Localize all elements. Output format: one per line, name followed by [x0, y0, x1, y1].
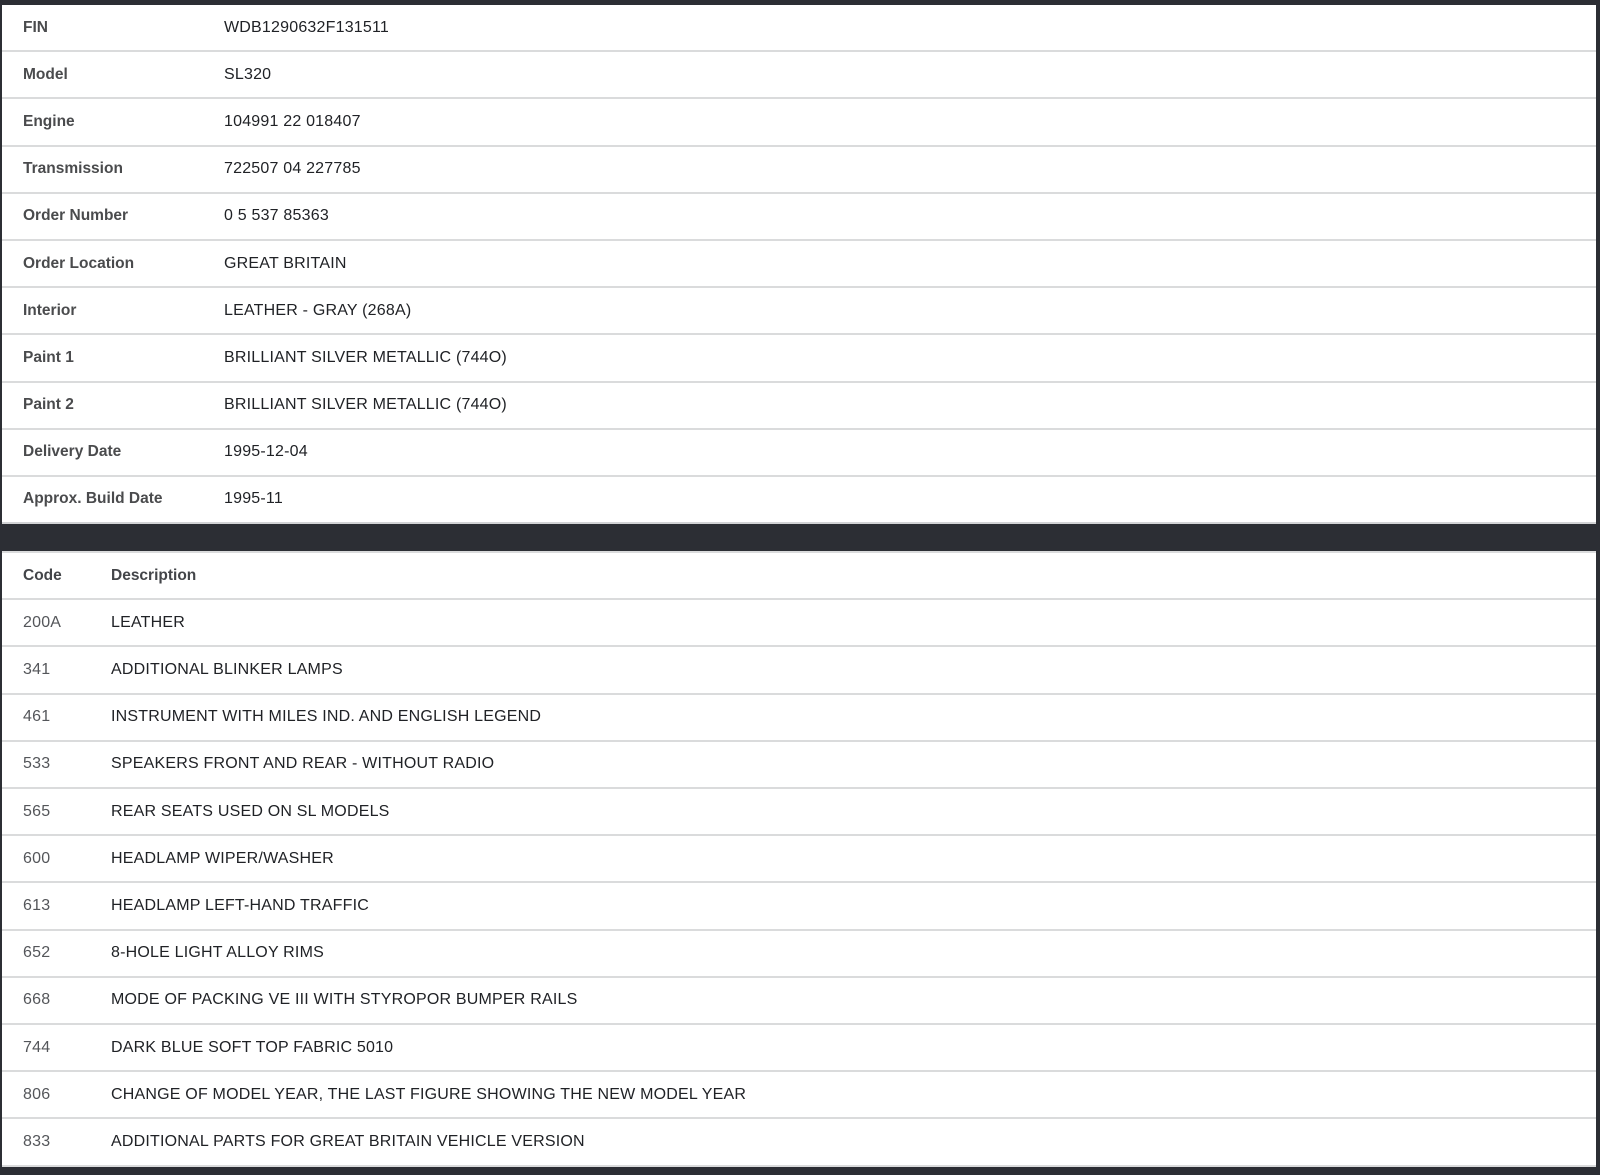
options-table: [2, 553, 1596, 1166]
vehicle-info-table: [2, 5, 1596, 524]
row-value: 1995-12-04: [224, 443, 308, 461]
table-row: [2, 477, 1596, 524]
table-row: [2, 978, 1596, 1025]
description-column-header: Description: [111, 566, 197, 584]
row-label: Paint 2: [23, 396, 74, 414]
row-label: Transmission: [23, 160, 123, 178]
section-divider-bar: [2, 524, 1596, 553]
option-description: REAR SEATS USED ON SL MODELS: [111, 802, 390, 820]
table-row: [2, 335, 1596, 382]
bottom-bar: [2, 1167, 1596, 1175]
row-label: Paint 1: [23, 348, 74, 366]
row-value: WDB1290632F131511: [224, 18, 389, 36]
option-description: 8-HOLE LIGHT ALLOY RIMS: [111, 944, 324, 962]
row-label: FIN: [23, 18, 48, 36]
table-row: [2, 647, 1596, 694]
option-code: 806: [23, 1085, 51, 1103]
option-code: 461: [23, 708, 51, 726]
option-code: 341: [23, 661, 51, 679]
row-label: Model: [23, 65, 68, 83]
option-description: MODE OF PACKING VE III WITH STYROPOR BUMPER RAILS: [111, 991, 578, 1009]
table-row: [2, 288, 1596, 335]
row-label: Delivery Date: [23, 443, 122, 461]
option-code: 652: [23, 944, 51, 962]
row-label: Order Location: [23, 254, 135, 272]
row-value: BRILLIANT SILVER METALLIC (744O): [224, 396, 507, 414]
option-description: HEADLAMP WIPER/WASHER: [111, 849, 334, 867]
option-description: SPEAKERS FRONT AND REAR - WITHOUT RADIO: [111, 755, 495, 773]
table-row: [2, 99, 1596, 146]
option-description: CHANGE OF MODEL YEAR, THE LAST FIGURE SHOWING THE NEW MODEL YEAR: [111, 1085, 747, 1103]
option-code: 833: [23, 1132, 51, 1150]
table-row: [2, 241, 1596, 288]
table-row: [2, 194, 1596, 241]
table-row: [2, 1119, 1596, 1166]
row-value: LEATHER - GRAY (268A): [224, 301, 412, 319]
table-row: [2, 5, 1596, 52]
row-label: Interior: [23, 301, 77, 319]
table-row: [2, 836, 1596, 883]
table-row: [2, 883, 1596, 930]
option-description: DARK BLUE SOFT TOP FABRIC 5010: [111, 1038, 394, 1056]
table-row: [2, 789, 1596, 836]
table-row: [2, 383, 1596, 430]
row-value: BRILLIANT SILVER METALLIC (744O): [224, 348, 507, 366]
option-code: 613: [23, 896, 51, 914]
option-code: 565: [23, 802, 51, 820]
table-row: [2, 600, 1596, 647]
option-description: INSTRUMENT WITH MILES IND. AND ENGLISH LEGEND: [111, 708, 542, 726]
row-value: 1995-11: [224, 490, 283, 508]
row-value: GREAT BRITAIN: [224, 254, 347, 272]
table-row: [2, 430, 1596, 477]
row-value: SL320: [224, 65, 272, 83]
option-description: HEADLAMP LEFT-HAND TRAFFIC: [111, 896, 369, 914]
table-row: [2, 742, 1596, 789]
row-value: 104991 22 018407: [224, 112, 361, 130]
option-code: 668: [23, 991, 51, 1009]
table-row: [2, 52, 1596, 99]
table-row: [2, 147, 1596, 194]
table-row: [2, 1025, 1596, 1072]
table-row: [2, 1072, 1596, 1119]
code-column-header: Code: [23, 566, 62, 584]
row-label: Approx. Build Date: [23, 490, 163, 508]
row-label: Engine: [23, 112, 75, 130]
table-row: [2, 695, 1596, 742]
row-value: 0 5 537 85363: [224, 207, 329, 225]
option-code: 744: [23, 1038, 51, 1056]
row-label: Order Number: [23, 207, 129, 225]
option-description: LEATHER: [111, 613, 186, 631]
table-row: [2, 931, 1596, 978]
option-code: 600: [23, 849, 51, 867]
row-value: 722507 04 227785: [224, 160, 361, 178]
option-description: ADDITIONAL BLINKER LAMPS: [111, 661, 343, 679]
options-header-row: [2, 553, 1596, 600]
option-code: 533: [23, 755, 51, 773]
option-code: 200A: [23, 613, 62, 631]
option-description: ADDITIONAL PARTS FOR GREAT BRITAIN VEHICLE VERSION: [111, 1132, 585, 1150]
